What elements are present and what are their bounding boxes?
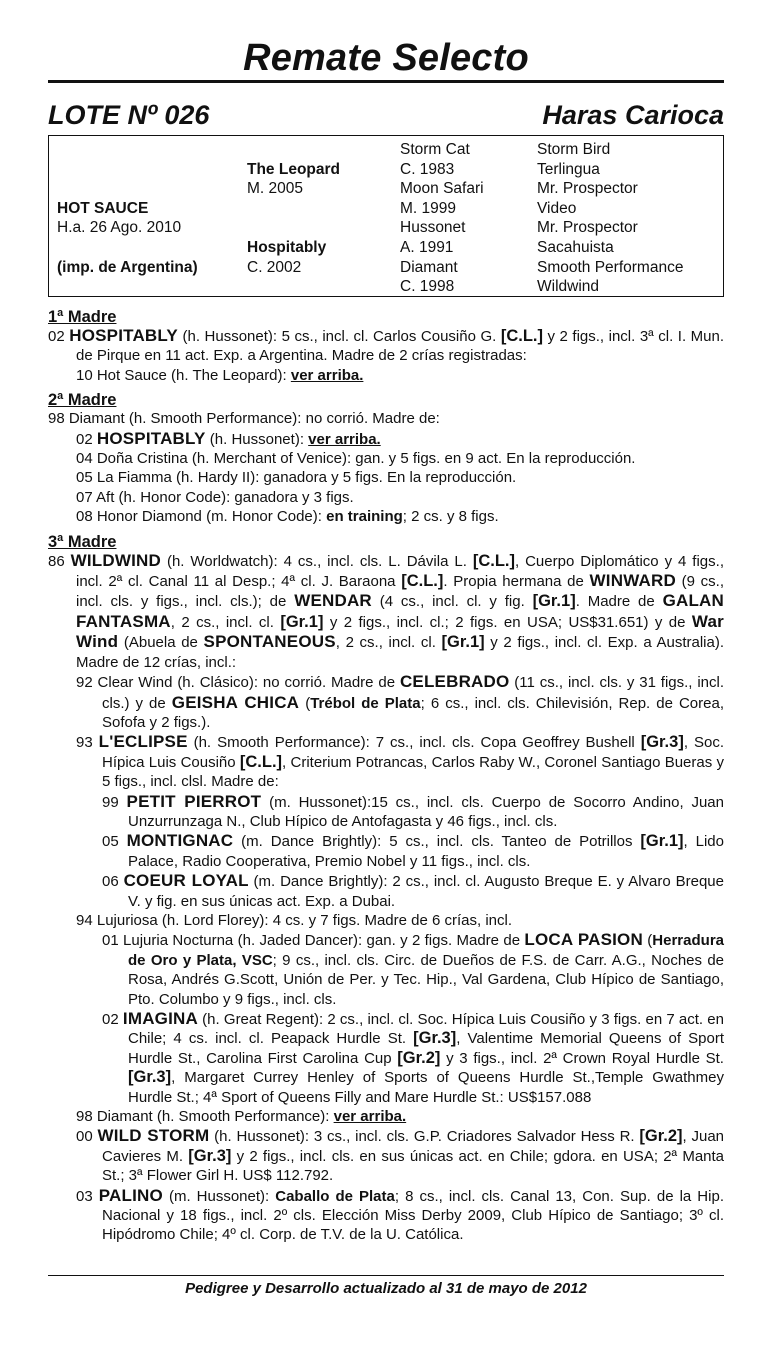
entry-montignac: 05 MONTIGNAC (m. Dance Brightly): 5 cs., incl. cls. Tanteo de Potrillos [Gr.1], Lido Palace, Radio Cooperativa, Premio Nobel y 11 figs., incl. cls. (102, 831, 724, 870)
entry-honor-diamond: 08 Honor Diamond (m. Honor Code): en training; 2 cs. y 8 figs. (76, 508, 499, 526)
entry-coeur-loyal: 06 COEUR LOYAL (m. Dance Brightly): 2 cs., incl. cl. Augusto Breque E. y Alvaro Breque V. y fig. en sus únicas act. Exp. a Dubai. (102, 871, 724, 910)
grandparent-cell: C. 1998 (400, 278, 455, 296)
pedigree-table (48, 135, 724, 297)
pedigree-grandparents-column (400, 140, 484, 297)
title-divider (48, 80, 724, 83)
great-grandparent-cell: Mr. Prospector (537, 180, 638, 198)
section-heading-first-dam: 1ª Madre (48, 308, 117, 326)
horse-origin: (imp. de Argentina) (57, 258, 198, 276)
dam-info: C. 2002 (247, 258, 302, 276)
page-title: Remate Selecto (243, 37, 529, 79)
lot-header (48, 101, 724, 129)
grandparent-cell: Hussonet (400, 219, 466, 237)
entry-aft: 07 Aft (h. Honor Code): ganadora y 3 figs. (76, 488, 354, 506)
entry-palino: 03 PALINO (m. Hussonet): Caballo de Plata; 8 cs., incl. cls. Canal 13, Con. Sup. de la Hip. Nacional y 18 figs., incl. 2º cls. Elección Miss Derby 2009, Club Hípico de Santiago; 3º cl. Hipódromo Chile; 4º cl. Corp. de T.V. de la U. Católica. (76, 1185, 724, 1244)
pedigree-parents-column (247, 140, 340, 277)
sire-info: M. 2005 (247, 180, 304, 198)
great-grandparent-cell: Wildwind (537, 278, 600, 296)
footer-note: Pedigree y Desarrollo actualizado al 31 de mayo de 2012 (185, 1280, 587, 1297)
pedigree-horse-column (57, 140, 198, 277)
section-heading-second-dam: 2ª Madre (48, 391, 117, 410)
entry-petit-pierrot: 99 PETIT PIERROT (m. Hussonet):15 cs., incl. cls. Cuerpo de Socorro Andino, Juan Unzurrunzaga N., Club Hípico de Antofagasta y 46 figs., incl. cls. (102, 791, 724, 830)
grandparent-cell: Moon Safari (400, 180, 484, 198)
entry-imagina: 02 IMAGINA (h. Great Regent): 2 cs., incl. cl. Soc. Hípica Luis Cousiño y 3 figs. en 7 act. en Chile; 4 cs. incl. cl. Peapack Hurdle St. [Gr.3], Valentime Memorial Queens of Sport Hurdle St., Carolina First Carolina Cup [Gr.2] y 3 figs., incl. 2ª Crown Royal Hurdle St. [Gr.3], Margaret Currey Henley of Sports of Queens Hurdle St.,Temple Gwathmey Hurdle St.; 4ª Sport of Queens Filly and Mare Hurdle St.: US$157.088 (102, 1009, 724, 1106)
great-grandparent-cell: Storm Bird (537, 141, 611, 158)
grandparent-cell: M. 1999 (400, 199, 457, 217)
family-content (48, 308, 724, 1245)
breeder-name: Haras Carioca (542, 100, 724, 130)
great-grandparent-cell: Video (537, 199, 577, 217)
entry-diamant: 98 Diamant (h. Smooth Performance): no corrió. Madre de: (48, 410, 440, 428)
grandparent-cell: Diamant (400, 258, 458, 276)
footer-divider (48, 1275, 724, 1276)
great-grandparent-cell: Mr. Prospector (537, 219, 638, 237)
grandparent-cell: A. 1991 (400, 238, 454, 256)
pedigree-great-grandparents-column (537, 140, 683, 297)
horse-name: HOT SAUCE (57, 199, 149, 217)
grandparent-cell: Storm Cat (400, 141, 470, 158)
entry-hospitably-ref: 02 HOSPITABLY (h. Hussonet): ver arriba. (76, 428, 381, 448)
entry-wild-storm: 00 WILD STORM (h. Hussonet): 3 cs., incl. cls. G.P. Criadores Salvador Hess R. [Gr.2], Juan Cavieres M. [Gr.3] y 2 figs., incl. cls. en sus únicas act. en Chile; gdora. en USA; 2ª Manta St.; 3ª Flower Girl H. US$ 112.792. (76, 1126, 725, 1185)
horse-birth: H.a. 26 Ago. 2010 (57, 219, 182, 237)
grandparent-cell: C. 1983 (400, 160, 455, 178)
entry-wildwind: 86 WILDWIND (h. Worldwatch): 4 cs., incl. cls. L. Dávila L. [C.L.], Cuerpo Diplomático y 4 figs., incl. 2ª cl. Canal 11 al Desp.; 4ª cl. J. Baraona [C.L.]. Propia hermana de WINWARD (9 cs., incl. cls. y figs., incl. cls.); de WENDAR (4 cs., incl. cl. y fig. [Gr.1]. Madre de GALAN FANTASMA, 2 cs., incl. cl. [Gr.1] y 2 figs., incl. cl.; 2 figs. en USA; US$31.651) y de War Wind (Abuela de SPONTANEOUS, 2 cs., incl. cl. [Gr.1] y 2 figs., incl. cl. Exp. a Australia). Madre de 12 crías, incl.: (48, 550, 725, 671)
sire-name: The Leopard (247, 160, 341, 178)
entry-dona-cristina: 04 Doña Cristina (h. Merchant of Venice): gan. y 5 figs. en 9 act. En la reproducción. (76, 450, 636, 468)
entry-hot-sauce: 10 Hot Sauce (h. The Leopard): ver arriba. (76, 366, 364, 384)
entry-la-fiamma: 05 La Fiamma (h. Hardy II): ganadora y 5 figs. En la reproducción. (76, 469, 517, 487)
entry-diamant-ref: 98 Diamant (h. Smooth Performance): ver arriba. (76, 1108, 407, 1126)
section-heading-third-dam: 3ª Madre (48, 532, 117, 551)
entry-lujuria-nocturna: 01 Lujuria Nocturna (h. Jaded Dancer): gan. y 2 figs. Madre de LOCA PASION (Herradura de Oro y Plata, VSC; 9 cs., incl. cls. Circ. de Dueños de F.S. de Carr. A.G., Noches de Rosa, Andrés G.Scott, Unión de Per. y Tec. Hip., Val Gardena, Club Hípico de Santiago, Pto. Columbo y 9 figs., incl. cls. (102, 930, 725, 1008)
dam-name: Hospitably (247, 238, 327, 256)
entry-leclipse: 93 L'ECLIPSE (h. Smooth Performance): 7 cs., incl. cls. Copa Geoffrey Bushell [Gr.3], Soc. Hípica Luis Cousiño [C.L.], Criterium Potrancas, Carlos Raby W., Coronel Santiago Bueras y 5 figs., incl. clsl. Madre de: (76, 732, 724, 791)
entry-clear-wind: 92 Clear Wind (h. Clásico): no corrió. Madre de CELEBRADO (11 cs., incl. cls. y 31 figs., incl. cls.) y de GEISHA CHICA (Trébol de Plata; 6 cs., incl. cls. Chilevisión, Rep. de Corea, Sofofa y 2 figs.). (76, 672, 725, 731)
great-grandparent-cell: Terlingua (537, 160, 600, 178)
entry-lujuriosa: 94 Lujuriosa (h. Lord Florey): 4 cs. y 7 figs. Madre de 6 crías, incl. (76, 911, 513, 929)
lot-number: LOTE Nº 026 (48, 100, 210, 130)
great-grandparent-cell: Smooth Performance (537, 258, 684, 276)
great-grandparent-cell: Sacahuista (537, 238, 614, 256)
entry-hospitably: 02 HOSPITABLY (h. Hussonet): 5 cs., incl. cl. Carlos Cousiño G. [C.L.] y 2 figs., incl. 3ª cl. I. Mun. de Pirque en 11 act. Exp. a Argentina. Madre de 2 crías registradas: (48, 326, 724, 365)
